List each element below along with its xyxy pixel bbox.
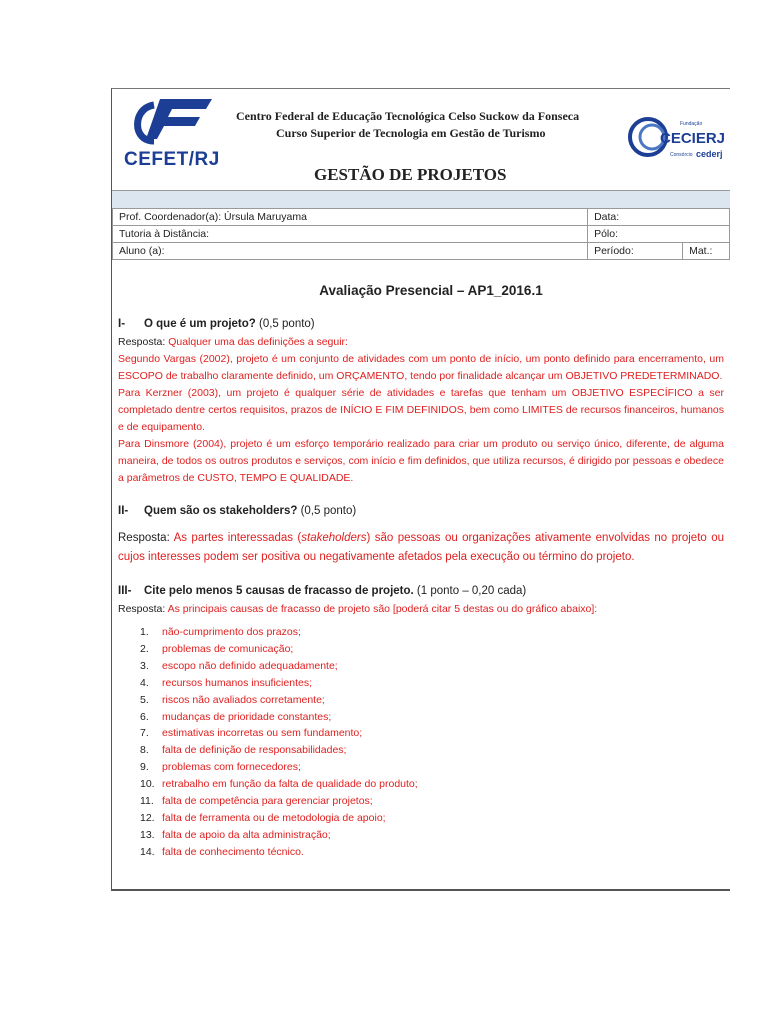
institution-name: Centro Federal de Educação Tecnológica Celso Suckow da Fonseca [236, 109, 580, 123]
list-item-number: 2. [140, 642, 149, 655]
answer-1-vargas: Segundo Vargas (2002), projeto é um conjunto de atividades com um ponto de início, um ponto definido para encerramento, um ESCOPO de trabalho claramente definido, um ORÇAMENTO, tendo por finalidade alcançar um OBJETIVO PREDETERMINADO. [118, 353, 724, 382]
question-1 [118, 318, 724, 330]
polo-cell: Pólo: [588, 226, 730, 243]
answer-intro: Qualquer uma das definições a seguir: [168, 336, 348, 348]
list-item-text: estimativas incorretas ou sem fundamento; [162, 727, 363, 740]
table-row [113, 209, 730, 226]
partner-sub-label: Consórcio [670, 152, 693, 158]
document-header [112, 89, 730, 189]
list-item [140, 742, 724, 759]
period-cell: Período: [588, 243, 683, 260]
list-item-number: 7. [140, 727, 149, 740]
document-title: GESTÃO DE PROJETOS [314, 165, 507, 184]
list-item [140, 658, 724, 675]
question-text: Cite pelo menos 5 causas de fracasso de projeto. [144, 585, 414, 597]
mat-cell: Mat.: [683, 243, 730, 260]
list-item-number: 13. [140, 828, 155, 841]
cecierj-logo-icon [626, 113, 730, 161]
answer-label: Resposta: [118, 336, 166, 348]
question-text: Quem são os stakeholders? [144, 505, 298, 517]
answer-intro: As principais causas de fracasso de projeto são [poderá citar 5 destas ou do gráfico abaixo]: [167, 603, 598, 615]
date-cell: Data: [588, 209, 730, 226]
list-item-text: falta de apoio da alta administração; [162, 828, 331, 841]
answer-1-kerzner: Para Kerzner (2003), um projeto é qualquer série de atividades e tarefas que tenham um OBJETIVO ESPECÍFICO a ser completado dentre certos requisitos, prazos de INÍCIO E FIM DEFINIDOS, bem como LIMITES de recursos financeiros, humanos e de equipamento. [118, 387, 724, 433]
list-item-number: 3. [140, 659, 149, 672]
list-item-number: 14. [140, 845, 155, 858]
list-item [140, 624, 724, 641]
answer-emphasis: stakeholders [301, 532, 367, 544]
student-cell: Aluno (a): [113, 243, 588, 260]
answer-2 [118, 529, 724, 567]
list-item-text: mudanças de prioridade constantes; [162, 710, 332, 723]
list-item [140, 759, 724, 776]
list-item-number: 10. [140, 778, 155, 791]
list-item-text: riscos não avaliados corretamente; [162, 693, 325, 706]
list-item [140, 641, 724, 658]
answer-1-intro [118, 334, 724, 351]
list-item-number: 4. [140, 676, 149, 689]
list-item [140, 776, 724, 793]
question-points: (0,5 ponto) [300, 505, 357, 517]
exam-content [118, 277, 724, 861]
list-item-text: falta de competência para gerenciar projetos; [162, 795, 373, 808]
header-band [112, 190, 730, 209]
list-item-text: problemas com fornecedores; [162, 761, 301, 774]
student-info-table [112, 208, 730, 260]
answer-label: Resposta: [118, 603, 166, 615]
list-item-text: retrabalho em função da falta de qualidade do produto; [162, 778, 418, 791]
list-item-number: 12. [140, 811, 155, 824]
list-item-number: 1. [140, 626, 149, 638]
list-item-text: recursos humanos insuficientes; [162, 676, 312, 689]
list-item-number: 6. [140, 710, 149, 723]
list-item [140, 675, 724, 692]
partner-sub2-label: cederj [696, 149, 723, 159]
list-item-text: falta de definição de responsabilidades; [162, 744, 347, 757]
answer-label: Resposta: [118, 532, 170, 544]
list-item [140, 844, 724, 861]
causes-list [118, 624, 724, 861]
list-item-text: escopo não definido adequadamente; [162, 659, 338, 672]
question-number: II- [118, 505, 129, 517]
question-number: I- [118, 318, 126, 330]
table-row [113, 243, 730, 260]
list-item-number: 5. [140, 693, 149, 706]
table-row [113, 226, 730, 243]
answer-1-dinsmore: Para Dinsmore (2004), projeto é um esforço temporário realizado para criar um produto ou serviço único, diferente, de alguma maneira, de todos os outros produtos e serviços, com início e fim definidos, que utiliza recursos, é dirigido por pessoas e obedece a parâmetros de CUSTO, TEMPO E QUALIDADE. [118, 438, 724, 484]
answer-3-intro [118, 601, 724, 618]
question-points: (0,5 ponto) [259, 318, 315, 330]
answer-text: ) são pessoas ou organizações ativamente envolvidas no projeto ou cujos interesses podem ser positiva ou negativamente afetados pela execução ou término do projeto. [118, 532, 725, 563]
list-item [140, 793, 724, 810]
list-item-text: falta de ferramenta ou de metodologia de apoio; [162, 811, 386, 824]
list-item-text: não-cumprimento dos prazos; [162, 626, 301, 638]
list-item [140, 827, 724, 844]
question-number: III- [118, 585, 132, 597]
answer-text: As partes interessadas ( [173, 532, 302, 544]
question-3 [118, 585, 724, 597]
exam-title: Avaliação Presencial – AP1_2016.1 [319, 283, 543, 298]
list-item [140, 810, 724, 827]
list-item-number: 11. [140, 795, 154, 808]
cefet-logo-text: CEFET/RJ [124, 149, 220, 170]
partner-name: CECIERJ [660, 130, 726, 147]
course-name: Curso Superior de Tecnologia em Gestão de Turismo [276, 126, 546, 140]
list-item-text: problemas de comunicação; [162, 642, 294, 655]
partner-small-label: Fundação [680, 121, 703, 127]
question-2 [118, 505, 724, 517]
list-item [140, 692, 724, 709]
question-points: (1 ponto – 0,20 cada) [416, 585, 527, 597]
coordinator-cell: Prof. Coordenador(a): Úrsula Maruyama [113, 209, 588, 226]
exam-page [111, 88, 730, 891]
list-item [140, 709, 724, 726]
list-item [140, 725, 724, 742]
list-item-number: 8. [140, 744, 149, 757]
list-item-text: falta de conhecimento técnico. [162, 845, 304, 858]
question-text: O que é um projeto? [144, 318, 256, 330]
tutoring-cell: Tutoria à Distância: [113, 226, 588, 243]
list-item-number: 9. [140, 761, 149, 774]
